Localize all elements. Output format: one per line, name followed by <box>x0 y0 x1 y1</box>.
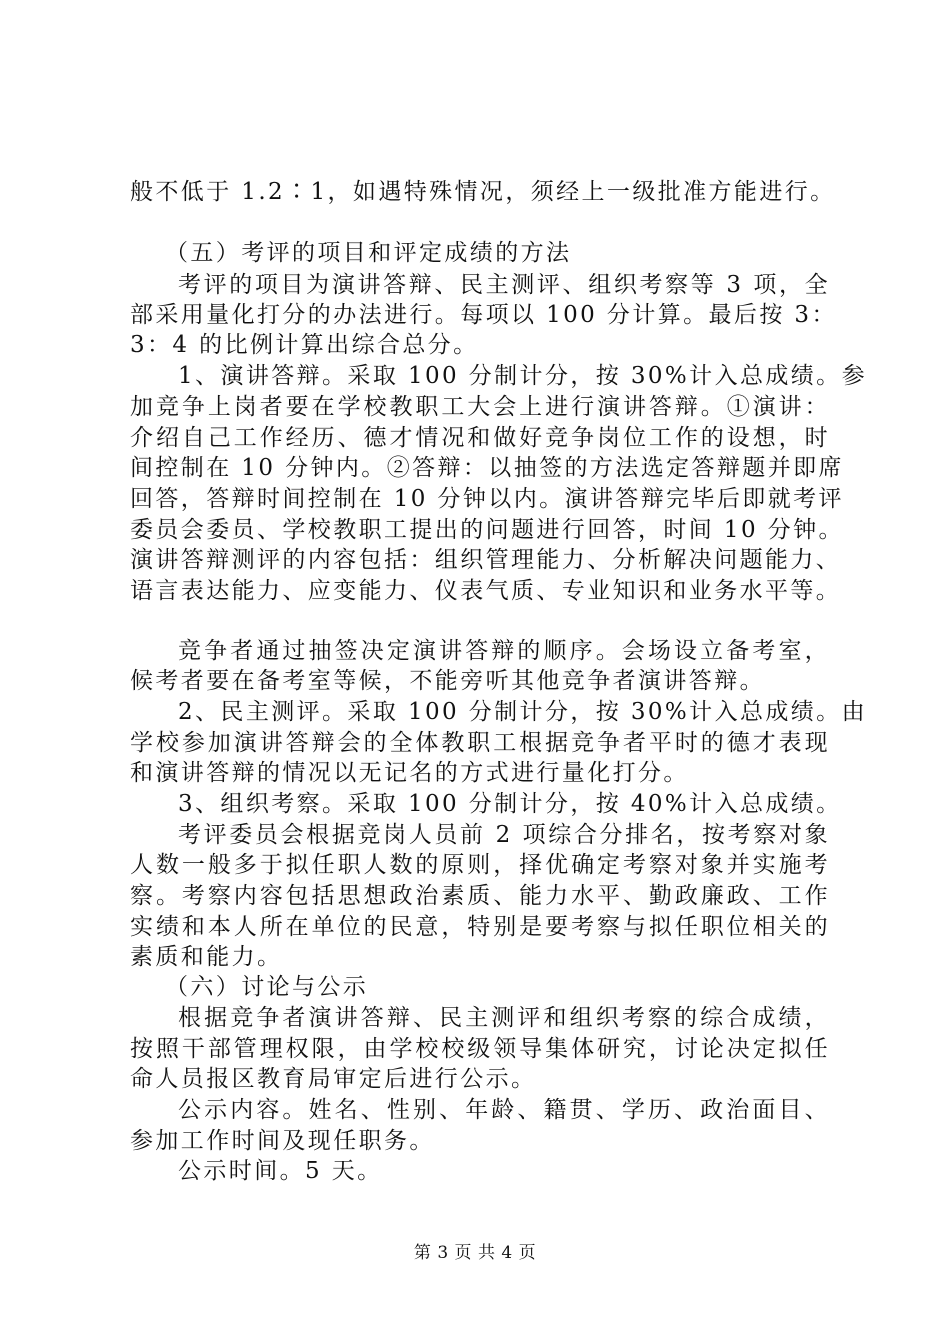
text-line: 般不低于 1.2∶1，如遇特殊情况，须经上一级批准方能进行。 <box>130 179 836 205</box>
text-line: 语言表达能力、应变能力、仪表气质、专业知识和业务水平等。 <box>130 578 842 604</box>
text-line: 命人员报区教育局审定后进行公示。 <box>130 1066 537 1092</box>
text-line: 间控制在 10 分钟内。②答辩：以抽签的方法选定答辩题并即席 <box>130 455 844 481</box>
page-number-footer: 第 3 页 共 4 页 <box>413 1243 537 1263</box>
text-line: 考评委员会根据竞岗人员前 2 项综合分排名，按考察对象 <box>178 822 830 848</box>
text-line: 察。考察内容包括思想政治素质、能力水平、勤政廉政、工作 <box>130 883 830 909</box>
text-line: 人数一般多于拟任职人数的原则，择优确定考察对象并实施考 <box>130 852 830 878</box>
text-line: 参加工作时间及现任职务。 <box>130 1128 435 1154</box>
text-line: 部采用量化打分的办法进行。每项以 100 分计算。最后按 3： <box>130 302 837 328</box>
text-line: 竞争者通过抽签决定演讲答辩的顺序。会场设立备考室， <box>178 638 830 664</box>
text-line: 候考者要在备考室等候，不能旁听其他竞争者演讲答辩。 <box>130 668 765 694</box>
text-line: 委员会委员、学校教职工提出的问题进行回答，时间 10 分钟。 <box>130 517 844 543</box>
text-line: 2、民主测评。采取 100 分制计分，按 30%计入总成绩。由 <box>178 699 867 725</box>
text-line: 素质和能力。 <box>130 944 283 970</box>
text-line: 考评的项目为演讲答辩、民主测评、组织考察等 3 项，全 <box>178 272 830 298</box>
text-line: 学校参加演讲答辩会的全体教职工根据竞争者平时的德才表现 <box>130 730 830 756</box>
text-line: 3、组织考察。采取 100 分制计分，按 40%计入总成绩。 <box>178 791 842 817</box>
section-heading: （六）讨论与公示 <box>165 974 369 1000</box>
text-line: 回答，答辩时间控制在 10 分钟以内。演讲答辩完毕后即就考评 <box>130 486 844 512</box>
text-line: 实绩和本人所在单位的民意，特别是要考察与拟任职位相关的 <box>130 914 830 940</box>
text-line: 介绍自己工作经历、德才情况和做好竞争岗位工作的设想，时 <box>130 425 830 451</box>
text-line: 1、演讲答辩。采取 100 分制计分，按 30%计入总成绩。参 <box>178 363 867 389</box>
section-heading: （五）考评的项目和评定成绩的方法 <box>165 240 572 266</box>
text-line: 公示内容。姓名、性别、年龄、籍贯、学历、政治面目、 <box>178 1097 830 1123</box>
text-line: 根据竞争者演讲答辩、民主测评和组织考察的综合成绩， <box>178 1005 830 1031</box>
text-line: 和演讲答辩的情况以无记名的方式进行量化打分。 <box>130 760 689 786</box>
text-line: 加竞争上岗者要在学校教职工大会上进行演讲答辩。①演讲： <box>130 394 830 420</box>
text-line: 演讲答辩测评的内容包括：组织管理能力、分析解决问题能力、 <box>130 547 842 573</box>
text-line: 按照干部管理权限，由学校校级领导集体研究，讨论决定拟任 <box>130 1036 830 1062</box>
text-line: 公示时间。5 天。 <box>178 1158 383 1184</box>
text-line: 3：4 的比例计算出综合总分。 <box>130 332 479 358</box>
